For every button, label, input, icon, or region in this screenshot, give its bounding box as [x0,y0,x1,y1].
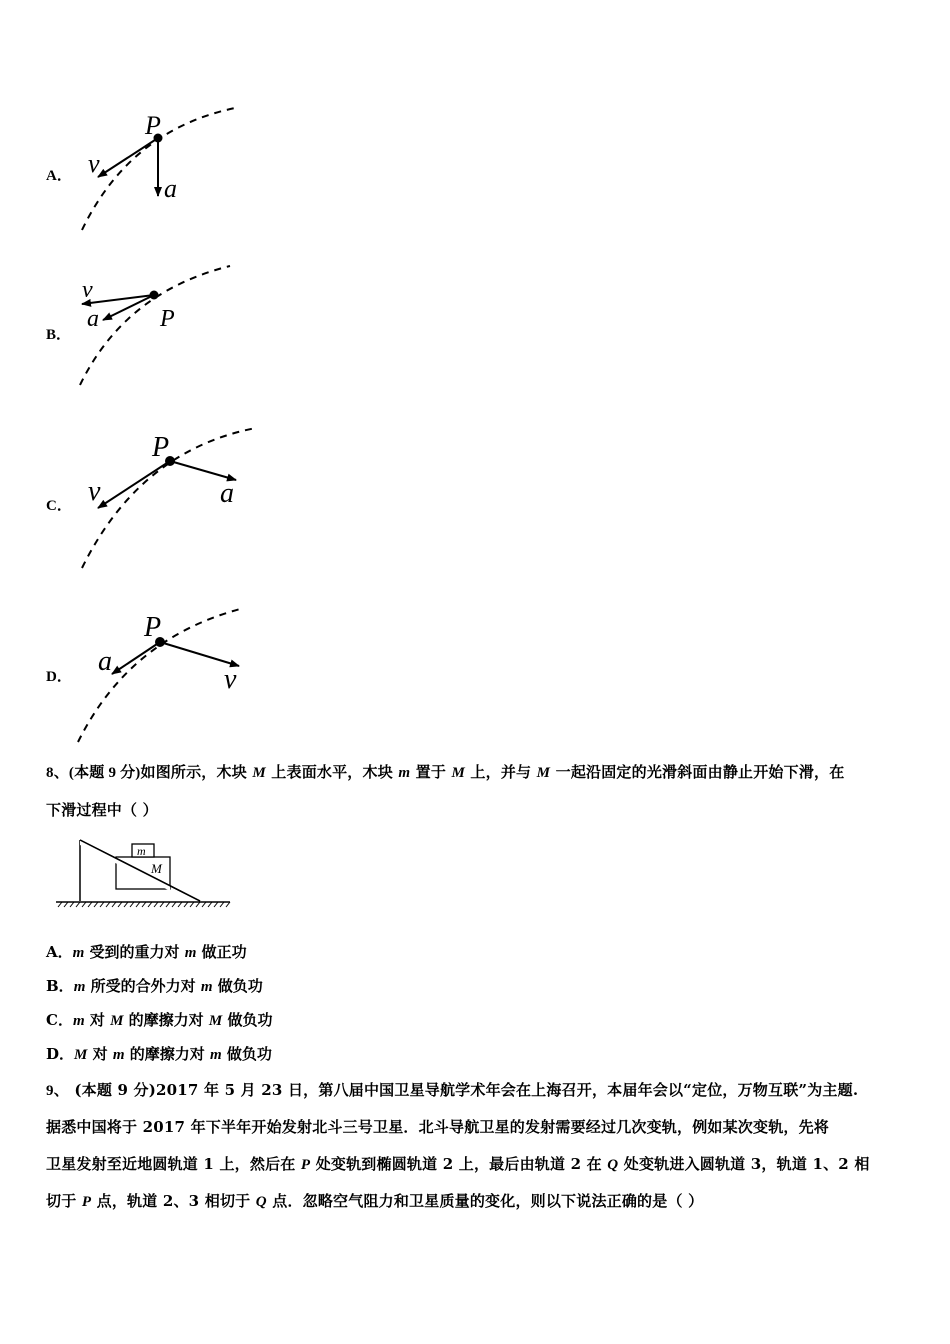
label-v: v [224,664,237,695]
q9-stem-line3: 卫星发射至近地圆轨道 1 上，然后在 P 处变轨到椭圆轨道 2 上，最后由轨道 2 在 Q 处变轨进入圆轨道 3，轨道 1、2 相 [46,1155,870,1173]
label-v: v [82,277,93,303]
q8-stem-line1: 8、(本题 9 分)如图所示，木块 M 上表面水平，木块 m 置于 M 上，并与 M 一起沿固定的光滑斜面由静止开始下滑，在 [46,763,845,781]
option-d-label[interactable]: D． [46,669,72,685]
velocity-arrow [98,138,158,177]
label-v: v [88,476,101,507]
label-p: P [160,306,175,332]
option-a-label[interactable]: A． [46,168,72,184]
q8-number: 8、 [46,765,69,781]
label-a: a [98,646,112,677]
label-a: a [220,478,234,509]
option-c-figure [70,420,270,575]
label-p: P [144,612,162,643]
trajectory-curve [80,266,230,385]
block-big-label: M [151,861,162,876]
incline-figure [54,835,234,913]
label-p: P [145,111,161,140]
q9-stem-line4: 切于 P 点，轨道 2、3 相切于 Q 点．忽略空气阻力和卫星质量的变化，则以下说法正确的是（ ） [46,1192,704,1210]
q8-score: (本题 9 分) [68,765,141,781]
q9-stem-line1: 9、 (本题 9 分)2017 年 5 月 23 日，第八届中国卫星导航学术年会在上海召开，本届年会以“定位，万物互联”为主题. [46,1081,859,1099]
q8-option-c[interactable]: C．m 对 M 的摩擦力对 M 做负功 [46,1011,273,1029]
label-p: P [152,432,170,463]
option-b-figure [70,262,250,392]
q8-stem-line2: 下滑过程中（ ） [46,801,158,819]
option-b-label[interactable]: B． [46,327,72,343]
label-a: a [164,174,177,203]
label-v: v [88,149,100,178]
point-p [150,291,159,300]
q9-stem-line2: 据悉中国将于 2017 年下半年开始发射北斗三号卫星．北斗导航卫星的发射需要经过几次变轨，例如某次变轨，先将 [46,1118,829,1136]
label-a: a [87,306,99,332]
q9-number: 9、 [46,1083,69,1099]
option-d-figure [70,602,260,747]
acceleration-arrow [112,642,160,674]
option-c-label[interactable]: C． [46,498,72,514]
q8-option-d[interactable]: D．M 对 m 的摩擦力对 m 做负功 [46,1045,272,1063]
q8-option-a[interactable]: A．m 受到的重力对 m 做正功 [46,943,247,961]
velocity-arrow [160,642,239,666]
q8-option-b[interactable]: B．m 所受的合外力对 m 做负功 [46,977,263,995]
option-a-figure [70,100,250,240]
block-small-label: m [137,844,146,858]
velocity-arrow [98,461,170,508]
